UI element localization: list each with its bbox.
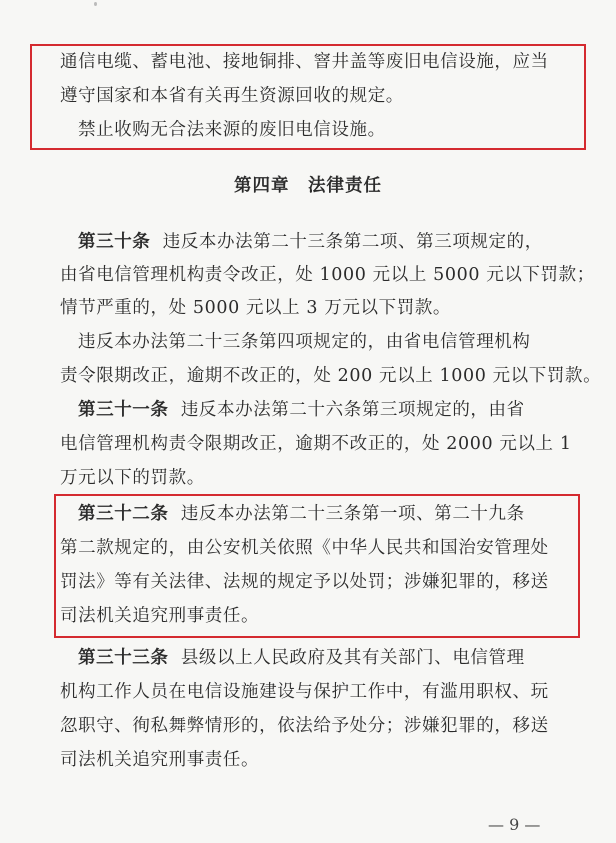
text-line: 万元以下的罚款。: [60, 468, 205, 488]
article-label: 第三十一条: [78, 400, 169, 420]
text-line: 通信电缆、蓄电池、接地铜排、窨井盖等废旧电信设施，应当: [60, 52, 549, 72]
text-line: 遵守国家和本省有关再生资源回收的规定。: [60, 86, 404, 106]
article-label: 第三十二条: [78, 504, 169, 524]
article-line: [78, 398, 588, 422]
text-line: 情节严重的，处 5000 元以上 3 万元以下罚款。: [60, 298, 452, 318]
page-number: — 9 —: [488, 815, 541, 834]
text-line: 司法机关追究刑事责任。: [60, 750, 260, 770]
article-text: 违反本办法第二十三条第二项、第三项规定的，: [162, 232, 543, 252]
text-line: 司法机关追究刑事责任。: [60, 606, 260, 626]
text-line: 由省电信管理机构责令改正，处 1000 元以上 5000 元以下罚款；: [60, 265, 595, 285]
text-line: 责令限期改正，逾期不改正的，处 200 元以上 1000 元以下罚款。: [60, 366, 602, 386]
chapter-heading: 第四章 法律责任: [234, 176, 382, 196]
article-text: 违反本办法第二十六条第三项规定的，由省: [180, 400, 525, 420]
article-label: 第三十三条: [78, 648, 169, 668]
article-label: 第三十条: [78, 232, 151, 252]
article-text: 违反本办法第二十三条第一项、第二十九条: [180, 504, 525, 524]
text-line: 电信管理机构责令限期改正，逾期不改正的，处 2000 元以上 1: [60, 434, 572, 454]
text-line: 第二款规定的，由公安机关依照《中华人民共和国治安管理处: [60, 538, 549, 558]
scan-speck: [94, 2, 97, 6]
text-line: 违反本办法第二十三条第四项规定的，由省电信管理机构: [78, 332, 531, 352]
article-line: [78, 646, 588, 670]
text-line: 忽职守、徇私舞弊情形的，依法给予处分；涉嫌犯罪的，移送: [60, 716, 549, 736]
text-line: 禁止收购无合法来源的废旧电信设施。: [78, 120, 386, 140]
article-text: 县级以上人民政府及其有关部门、电信管理: [180, 648, 525, 668]
text-line: 机构工作人员在电信设施建设与保护工作中，有滥用职权、玩: [60, 682, 549, 702]
article-line: [78, 502, 588, 526]
text-line: 罚法》等有关法律、法规的规定予以处罚；涉嫌犯罪的，移送: [60, 572, 549, 592]
article-line: [78, 230, 588, 254]
